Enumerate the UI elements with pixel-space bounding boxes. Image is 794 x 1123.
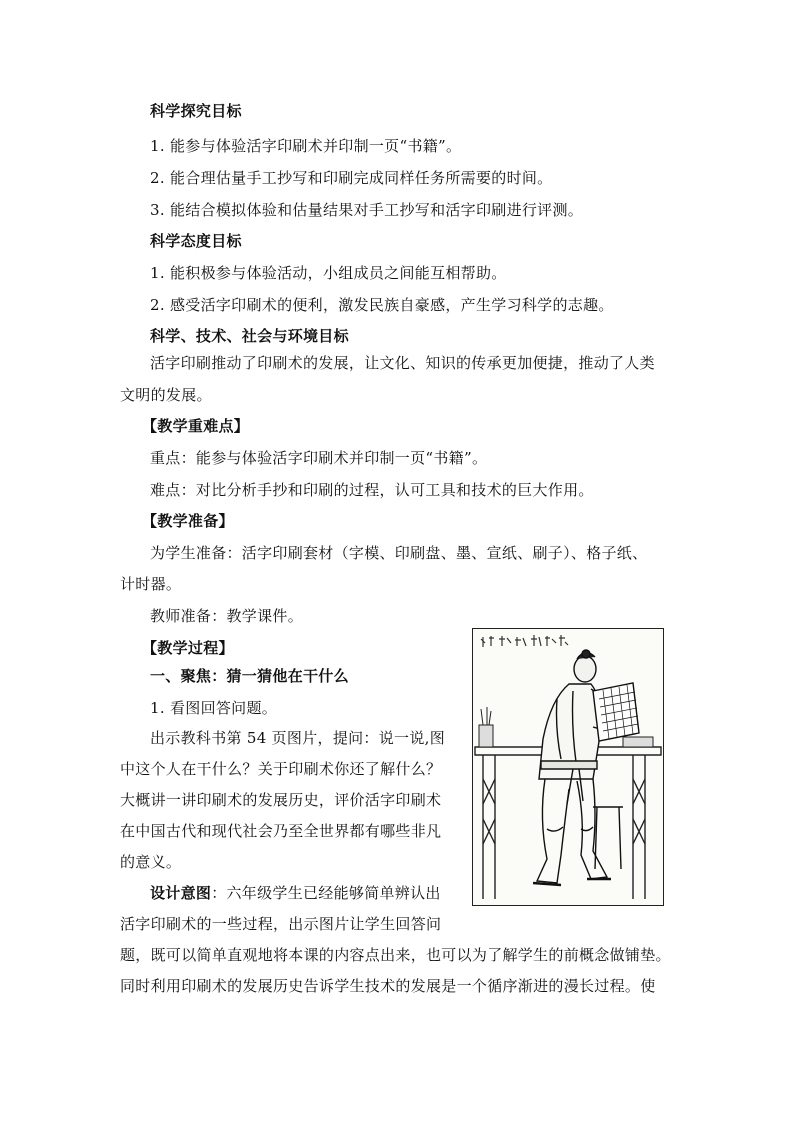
prep-line: 计时器。 xyxy=(120,575,182,593)
focus-heading: 一、聚焦：猜一猜他在干什么 xyxy=(150,667,349,685)
keypoints-heading: 【教学重难点】 xyxy=(142,417,250,435)
attitude-item: 2. 感受活字印刷术的便利，激发民族自豪感，产生学习科学的志趣。 xyxy=(150,296,614,314)
sts-heading: 科学、技术、社会与环境目标 xyxy=(150,327,349,345)
design-line: 同时利用印刷术的发展历史告诉学生技术的发展是一个循序渐进的漫长过程。使 xyxy=(120,977,656,995)
prep-heading: 【教学准备】 xyxy=(142,512,234,530)
inquiry-item: 2. 能合理估量手工抄写和印刷完成同样任务所需要的时间。 xyxy=(150,169,553,187)
focus-line: 大概讲一讲印刷术的发展历史，评价活字印刷术 xyxy=(120,791,442,809)
design-intent-label: 设计意图 xyxy=(150,884,212,902)
design-intent-line xyxy=(150,882,441,904)
inquiry-heading: 科学探究目标 xyxy=(150,102,242,120)
keypoint-line: 重点：能参与体验活字印刷术并印制一页“书籍”。 xyxy=(150,449,488,467)
woodblock-printer-illustration xyxy=(472,628,664,906)
inquiry-item: 1. 能参与体验活字印刷术并印制一页“书籍”。 xyxy=(150,137,462,155)
keypoint-line: 难点：对比分析手抄和印刷的过程，认可工具和技术的巨大作用。 xyxy=(150,481,594,499)
prep-line: 教师准备：教学课件。 xyxy=(150,607,304,625)
illustration-drawing xyxy=(473,629,663,905)
focus-line: 的意义。 xyxy=(120,853,182,871)
process-heading: 【教学过程】 xyxy=(142,639,234,657)
focus-line: 中这个人在干什么？关于印刷术你还了解什么？ xyxy=(120,760,442,778)
design-line: 题，既可以简单直观地将本课的内容点出来，也可以为了解学生的前概念做铺垫。 xyxy=(120,946,671,964)
focus-step: 1. 看图回答问题。 xyxy=(150,699,278,717)
inscription-strokes xyxy=(481,635,568,647)
design-intent-text: ：六年级学生已经能够简单辨认出 xyxy=(211,884,441,902)
sts-paragraph-line: 文明的发展。 xyxy=(120,386,212,404)
design-line: 活字印刷术的一些过程，出示图片让学生回答问 xyxy=(120,915,442,933)
inquiry-item: 3. 能结合模拟体验和估量结果对手工抄写和活字印刷进行评测。 xyxy=(150,201,584,219)
focus-line: 出示教科书第 54 页图片，提问：说一说,图 xyxy=(150,729,445,747)
focus-line: 在中国古代和现代社会乃至全世界都有哪些非凡 xyxy=(120,822,442,840)
sts-paragraph-line: 活字印刷推动了印刷术的发展，让文化、知识的传承更加便捷，推动了人类 xyxy=(150,354,655,372)
prep-line: 为学生准备：活字印刷套材（字模、印刷盘、墨、宣纸、刷子）、格子纸、 xyxy=(150,544,648,562)
man-figure xyxy=(533,650,639,885)
attitude-item: 1. 能积极参与体验活动，小组成员之间能互相帮助。 xyxy=(150,264,507,282)
attitude-heading: 科学态度目标 xyxy=(150,232,242,250)
